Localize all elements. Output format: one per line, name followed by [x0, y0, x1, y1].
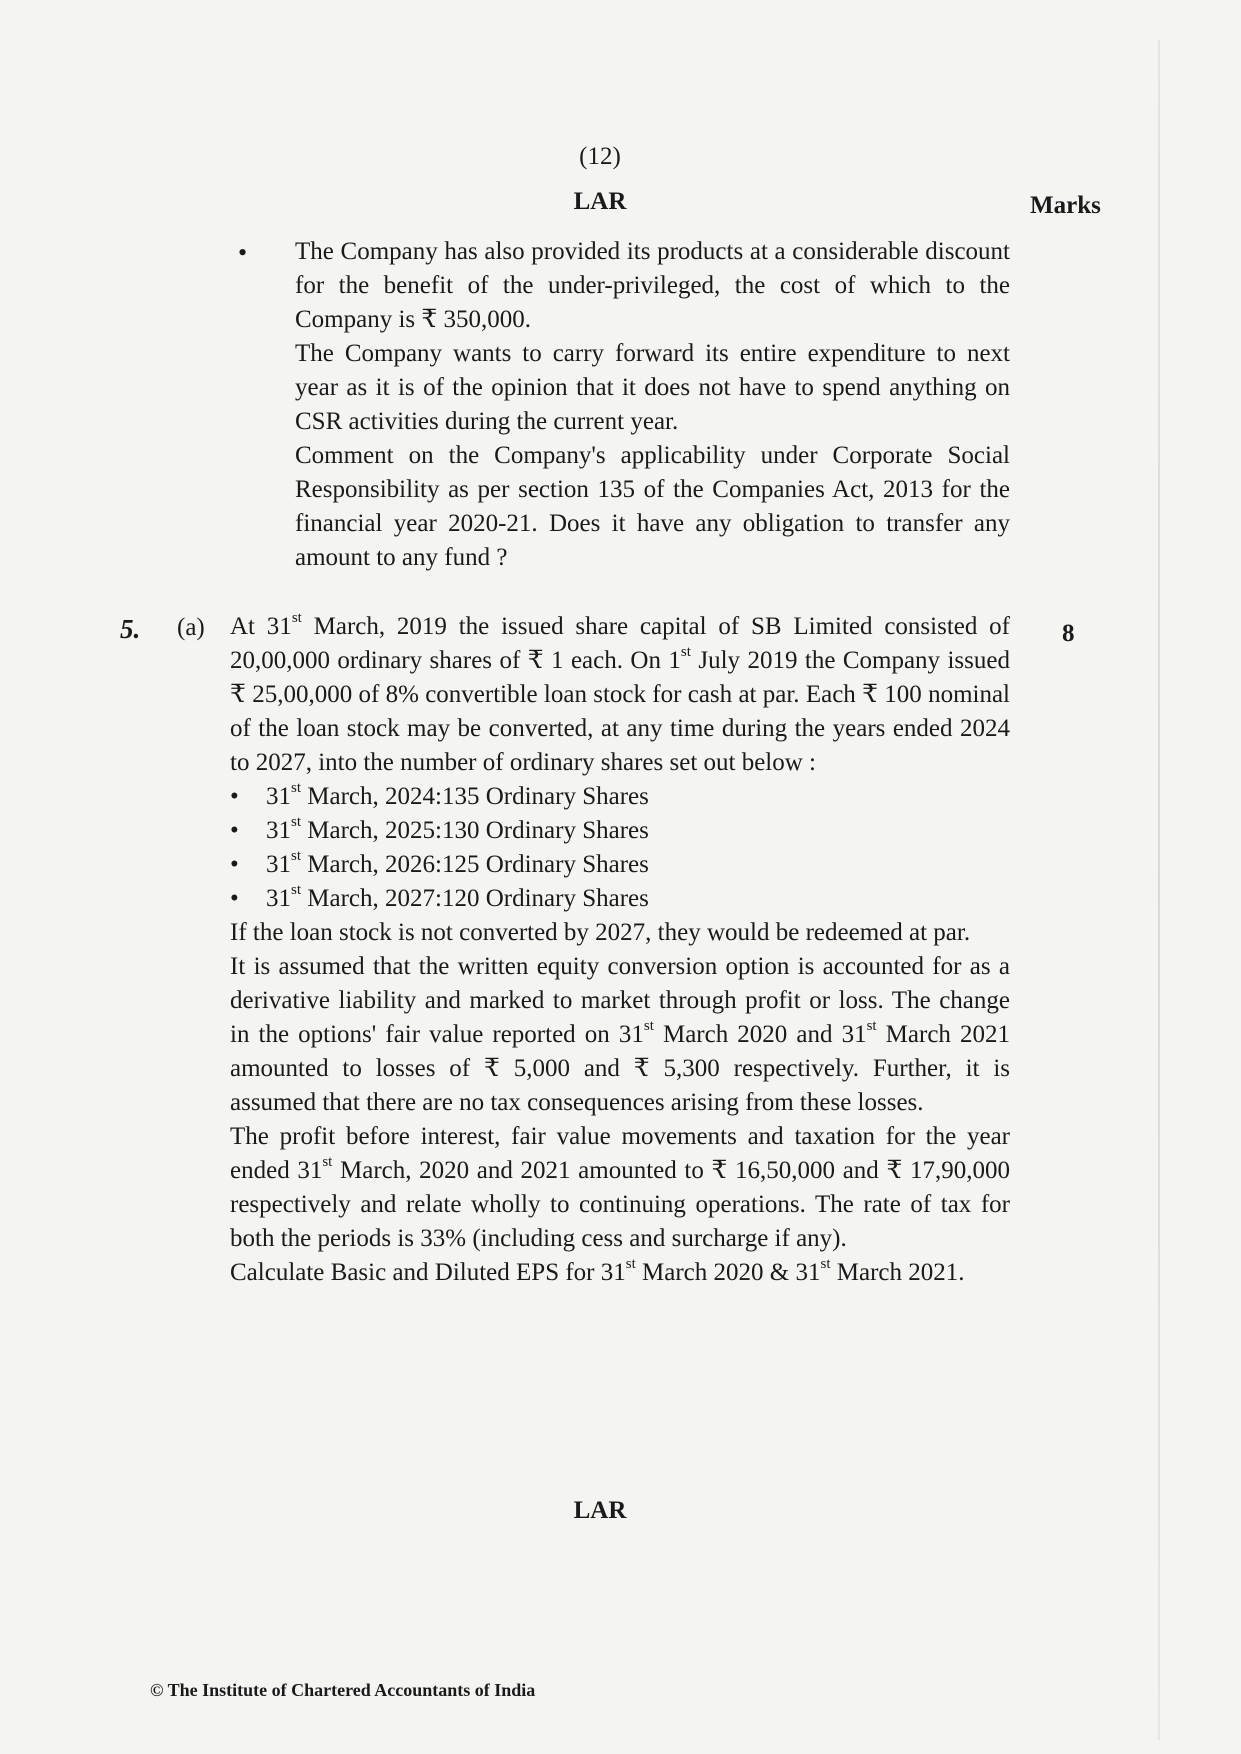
scan-edge-line: [1158, 40, 1160, 1740]
conversion-item: • 31st March, 2027:120 Ordinary Shares: [230, 881, 649, 912]
derivative-paragraph: It is assumed that the written equity conversion option is accounted for as a derivative liability and marked to market through profit or loss. The change in the options' fair value reported on 31st March 2020 and 31st March 2021 amounted to losses of ₹ 5,000 and ₹ 5,300 respectively. Further, it is assumed that there are no tax consequences arising from these losses.: [230, 953, 1011, 1116]
profit-paragraph: The profit before interest, fair value movements and taxation for the year ended 31st March, 2020 and 2021 amounted to ₹ 16,50,000 and ₹ 17,90,000 respectively and relate wholly to continuing operations. The rate of tax for both the periods is 33% (including cess and surcharge if any).: [230, 1123, 1010, 1252]
calculation-instruction: Calculate Basic and Diluted EPS for 31st March 2020 & 31st March 2021.: [230, 1255, 965, 1286]
bullet-discount-text: The Company has also provided its products at a considerable discount for the benefit of the under-privileged, the cost of which to the Company is ₹ 350,000.: [295, 238, 1010, 333]
paper-code-header: LAR: [573, 188, 627, 215]
marks-column-header: Marks: [1030, 192, 1101, 219]
conversion-item: • 31st March, 2025:130 Ordinary Shares: [230, 813, 649, 844]
conversion-list: [230, 780, 1010, 916]
continuation-block: [295, 235, 1010, 575]
csr-question-text: Comment on the Company's applicability under Corporate Social Responsibility as per section 135 of the Companies Act, 2013 for the financial year 2020-21. Does it have any obligation to transfer any amount to any fund ?: [295, 442, 1010, 571]
copyright-notice: © The Institute of Chartered Accountants of India: [150, 1680, 536, 1700]
paper-code-footer: LAR: [573, 1497, 627, 1524]
bullet-dot: •: [238, 238, 248, 267]
share-capital-paragraph: At 31st March, 2019 the issued share capital of SB Limited consisted of 20,00,000 ordinary shares of ₹ 1 each. On 1st July 2019 the Company issued ₹ 25,00,000 of 8% convertible loan stock for cash at par. Each ₹ 100 nominal of the loan stock may be converted, at any time during the years ended 2024 to 2027, into the number of ordinary shares set out below :: [230, 609, 1010, 776]
carry-forward-text: The Company wants to carry forward its entire expenditure to next year as it is of the opinion that it does not have to spend anything on CSR activities during the current year.: [295, 340, 1010, 435]
question-number: 5.: [120, 614, 141, 644]
question-marks: 8: [1062, 620, 1075, 647]
question-part-label: (a): [177, 614, 205, 641]
question-5a-body: [230, 610, 1010, 1290]
redemption-paragraph: If the loan stock is not converted by 2027, they would be redeemed at par.: [230, 919, 971, 946]
page-number: (12): [579, 143, 621, 170]
conversion-item: • 31st March, 2026:125 Ordinary Shares: [230, 847, 649, 878]
conversion-item: • 31st March, 2024:135 Ordinary Shares: [230, 779, 649, 810]
